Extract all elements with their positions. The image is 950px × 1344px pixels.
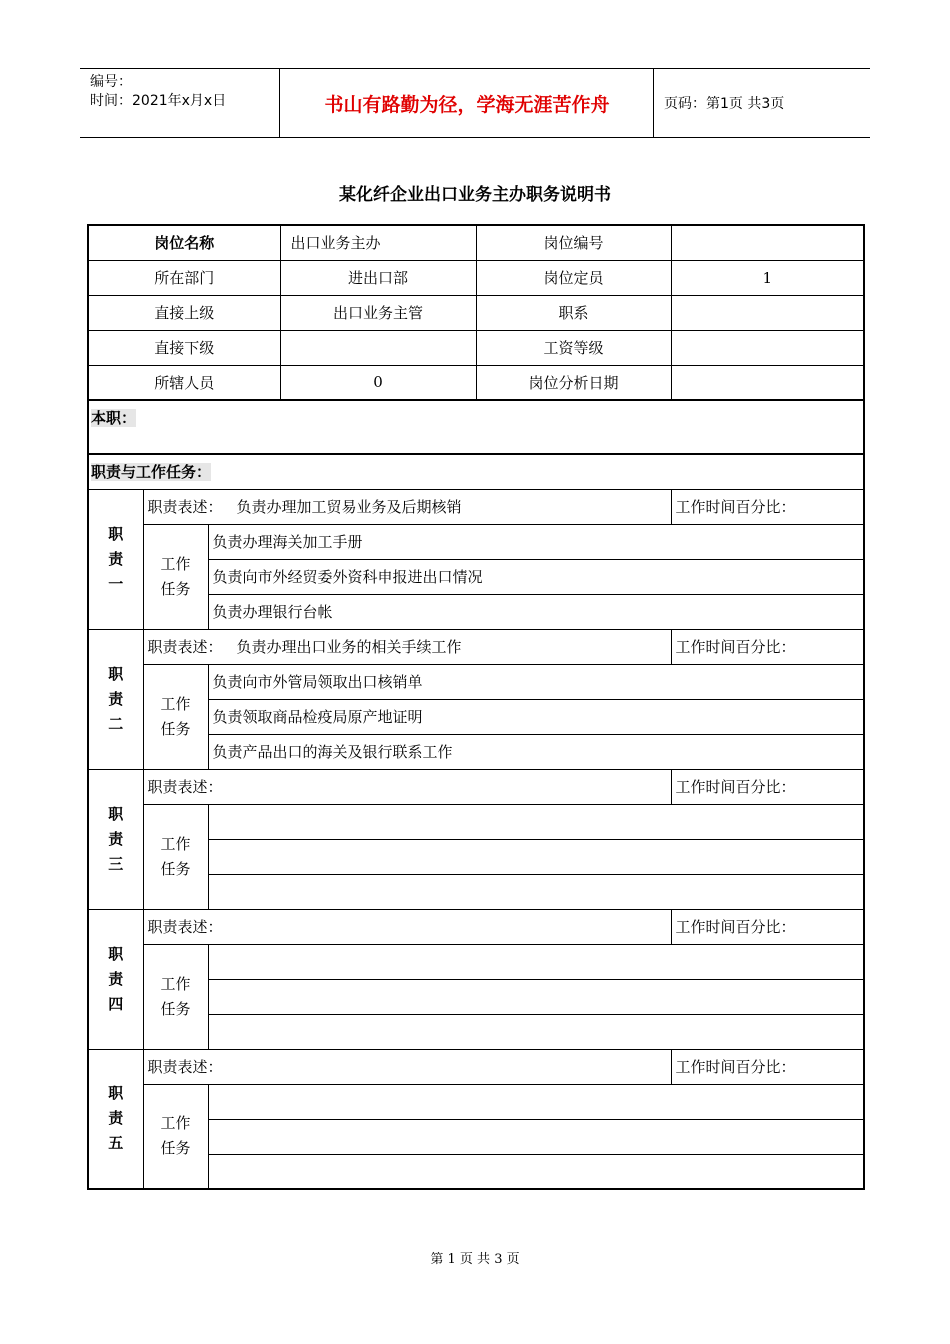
task-label-line: 工作 <box>160 694 191 713</box>
task-item: 负责领取商品检疫局原产地证明 <box>208 699 864 734</box>
field-value <box>671 225 864 260</box>
task-item <box>208 839 864 874</box>
duty-desc-row <box>88 489 864 524</box>
task-item <box>208 874 864 909</box>
duty-label <box>88 769 143 909</box>
page-footer: 第 1 页 共 3 页 <box>430 1252 520 1267</box>
duty-description <box>143 629 671 664</box>
field-value: 进出口部 <box>280 260 476 295</box>
duty-desc-row <box>88 769 864 804</box>
task-item <box>208 1154 864 1189</box>
duty-description-prefix: 职责表述： <box>147 1058 223 1076</box>
duty-description-prefix: 职责表述： <box>147 498 223 516</box>
info-row <box>88 330 864 365</box>
info-row <box>88 260 864 295</box>
field-value <box>671 365 864 400</box>
duty-label-char: 责 <box>108 1109 124 1128</box>
field-label: 所辖人员 <box>88 365 280 400</box>
duty-label-char: 三 <box>108 854 124 873</box>
info-row <box>88 295 864 330</box>
duty-label-char: 职 <box>108 664 124 683</box>
task-label-line: 任务 <box>160 579 191 598</box>
document-number-label: 编号： <box>90 74 132 90</box>
duty-label-char: 职 <box>108 804 124 823</box>
task-label <box>143 664 208 769</box>
task-item <box>208 944 864 979</box>
header-meta <box>80 69 280 137</box>
task-item <box>208 804 864 839</box>
time-percentage-label: 工作时间百分比： <box>675 498 796 516</box>
task-label-line: 任务 <box>160 719 191 738</box>
task-item <box>208 1084 864 1119</box>
duties-section-cell <box>88 454 864 489</box>
duty-label-char: 职 <box>108 944 124 963</box>
time-percentage-label: 工作时间百分比： <box>675 778 796 796</box>
field-label: 直接上级 <box>88 295 280 330</box>
duty-label-char: 一 <box>108 574 124 593</box>
info-row <box>88 225 864 260</box>
role-section-cell <box>88 400 864 454</box>
task-label <box>143 524 208 629</box>
task-label <box>143 944 208 1049</box>
task-row <box>88 1084 864 1119</box>
duty-description <box>143 489 671 524</box>
task-item <box>208 1119 864 1154</box>
duty-label-char: 责 <box>108 689 124 708</box>
task-label <box>143 804 208 909</box>
task-label <box>143 1084 208 1189</box>
task-row <box>88 944 864 979</box>
task-item: 负责办理海关加工手册 <box>208 524 864 559</box>
duty-label <box>88 629 143 769</box>
time-percentage <box>671 909 864 944</box>
task-item: 负责产品出口的海关及银行联系工作 <box>208 734 864 769</box>
duty-label-char: 五 <box>108 1134 124 1153</box>
duty-description-text: 负责办理加工贸易业务及后期核销 <box>236 498 462 516</box>
field-value: 1 <box>671 260 864 295</box>
task-label-line: 任务 <box>160 859 191 878</box>
duty-label-char: 责 <box>108 549 124 568</box>
task-label-line: 工作 <box>160 974 191 993</box>
task-item <box>208 1014 864 1049</box>
field-value: 出口业务主办 <box>280 225 476 260</box>
time-percentage <box>671 1049 864 1084</box>
duty-description <box>143 769 671 804</box>
duties-section <box>88 454 864 489</box>
task-label-line: 工作 <box>160 834 191 853</box>
field-value: 出口业务主管 <box>280 295 476 330</box>
task-label-line: 任务 <box>160 999 191 1018</box>
task-item: 负责向市外经贸委外资科申报进出口情况 <box>208 559 864 594</box>
task-item: 负责办理银行台帐 <box>208 594 864 629</box>
role-section <box>88 400 864 454</box>
field-label: 岗位名称 <box>88 225 280 260</box>
page-header <box>80 68 870 138</box>
duty-label <box>88 489 143 629</box>
duty-description <box>143 909 671 944</box>
job-description-table <box>87 224 865 1190</box>
time-percentage-label: 工作时间百分比： <box>675 1058 796 1076</box>
field-value <box>671 330 864 365</box>
duty-label-char: 责 <box>108 829 124 848</box>
field-label: 所在部门 <box>88 260 280 295</box>
duty-desc-row <box>88 629 864 664</box>
duties-body <box>88 489 864 1189</box>
time-percentage <box>671 769 864 804</box>
duty-label-char: 职 <box>108 524 124 543</box>
field-label: 直接下级 <box>88 330 280 365</box>
field-label: 工资等级 <box>476 330 671 365</box>
duty-label-char: 职 <box>108 1084 124 1103</box>
time-percentage <box>671 489 864 524</box>
field-value <box>280 330 476 365</box>
duty-label-char: 四 <box>108 994 124 1013</box>
header-page-info: 页码：第1页 共3页 <box>664 96 785 112</box>
time-percentage-label: 工作时间百分比： <box>675 918 796 936</box>
task-row <box>88 524 864 559</box>
field-label: 岗位分析日期 <box>476 365 671 400</box>
field-value: 0 <box>280 365 476 400</box>
task-row <box>88 664 864 699</box>
duty-label-char: 责 <box>108 969 124 988</box>
task-row <box>88 804 864 839</box>
duties-section-label: 职责与工作任务： <box>91 463 212 481</box>
duty-description-prefix: 职责表述： <box>147 638 223 656</box>
field-label: 岗位编号 <box>476 225 671 260</box>
duty-label-char: 二 <box>108 714 124 733</box>
header-motto: 书山有路勤为径，学海无涯苦作舟 <box>281 69 654 137</box>
field-label: 职系 <box>476 295 671 330</box>
duty-description <box>143 1049 671 1084</box>
duty-desc-row <box>88 1049 864 1084</box>
duty-label <box>88 1049 143 1189</box>
duty-description-prefix: 职责表述： <box>147 778 223 796</box>
time-percentage-label: 工作时间百分比： <box>675 638 796 656</box>
info-row <box>88 365 864 400</box>
duty-description-text: 负责办理出口业务的相关手续工作 <box>236 638 462 656</box>
field-label: 岗位定员 <box>476 260 671 295</box>
document-date: 时间：2021年x月x日 <box>90 93 227 109</box>
field-value <box>671 295 864 330</box>
duty-desc-row <box>88 909 864 944</box>
task-item <box>208 979 864 1014</box>
task-label-line: 工作 <box>160 1114 191 1133</box>
task-label-line: 工作 <box>160 554 191 573</box>
document-title: 某化纤企业出口业务主办职务说明书 <box>339 185 611 205</box>
task-label-line: 任务 <box>160 1139 191 1158</box>
duty-description-prefix: 职责表述： <box>147 918 223 936</box>
time-percentage <box>671 629 864 664</box>
duty-label <box>88 909 143 1049</box>
role-section-label: 本职： <box>91 409 137 427</box>
task-item: 负责向市外管局领取出口核销单 <box>208 664 864 699</box>
